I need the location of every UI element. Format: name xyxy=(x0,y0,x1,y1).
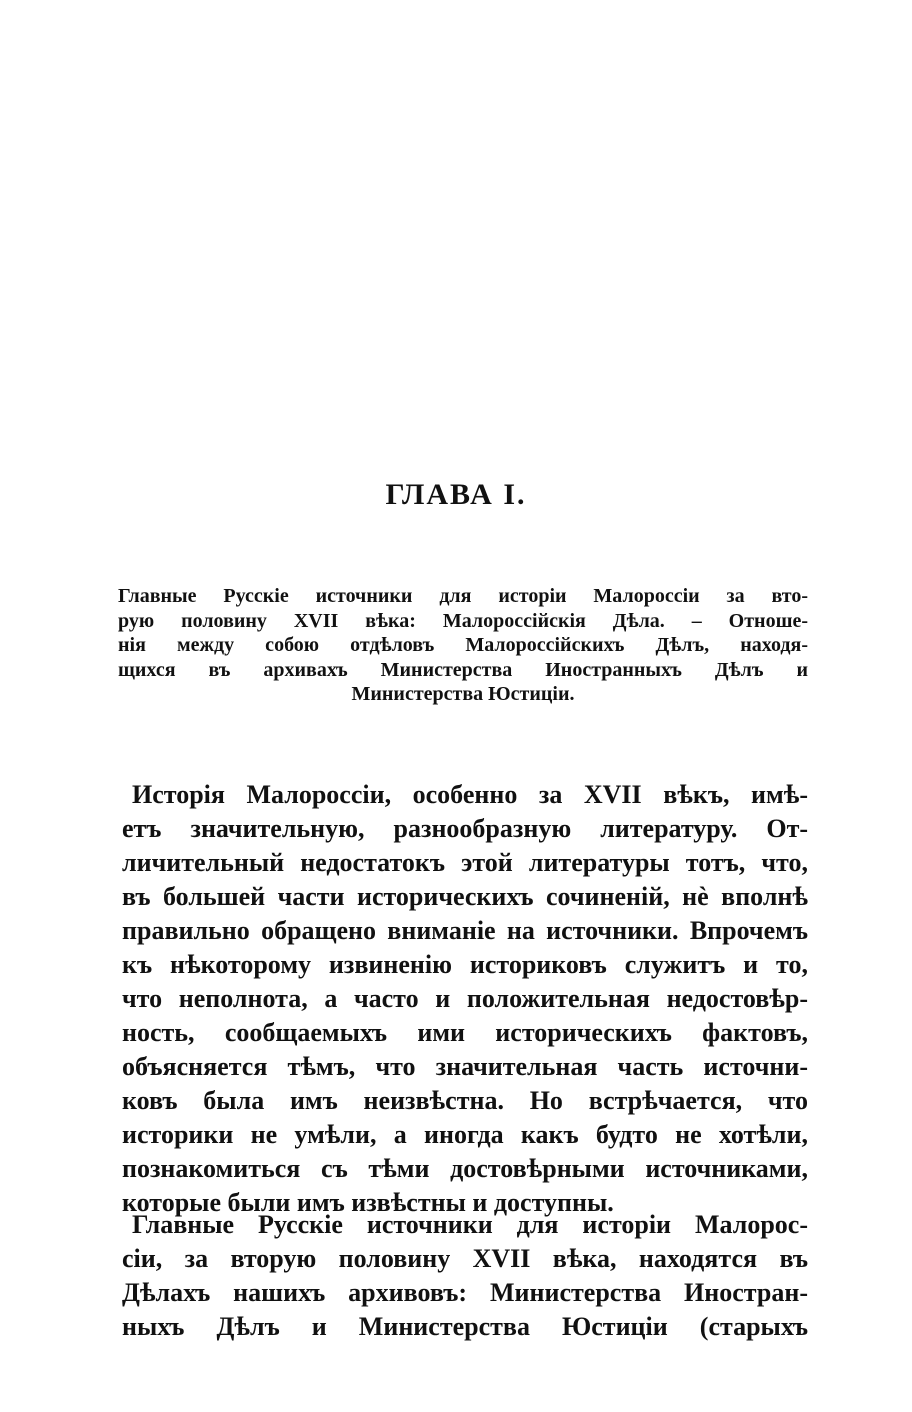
text-line: ность, сообщаемыхъ ими историческихъ фактовъ, xyxy=(122,1018,808,1047)
chapter-summary xyxy=(118,584,808,707)
text-line: ныхъ Дѣлъ и Министерства Юстиціи (старыхъ xyxy=(122,1312,808,1341)
summary-line: рую половину XVII вѣка: Малороссійскія Дѣла. – Отноше- xyxy=(118,609,808,632)
text-line: въ большей части историческихъ сочиненій, нѐ вполнѣ xyxy=(122,882,808,911)
text-line: Главные Русскіе источники для исторіи Малорос- xyxy=(132,1210,808,1239)
text-line: личительный недостатокъ этой литературы тотъ, что, xyxy=(122,848,808,877)
text-line: Дѣлахъ нашихъ архивовъ: Министерства Иностран- xyxy=(122,1278,808,1307)
summary-line: Главные Русскіе источники для исторіи Малороссіи за вто- xyxy=(118,585,808,607)
text-line: познакомиться съ тѣми достовѣрными источниками, xyxy=(122,1154,808,1183)
text-line: Исторія Малороссіи, особенно за XVII вѣкъ, имѣ- xyxy=(132,780,808,809)
paragraph-2 xyxy=(122,1208,808,1344)
paragraph-1 xyxy=(122,778,808,1220)
summary-line: Министерства Юстиціи. xyxy=(351,683,575,705)
text-line: сіи, за вторую половину XVII вѣка, находятся въ xyxy=(122,1244,808,1273)
text-line: къ нѣкоторому извиненію историковъ служитъ и то, xyxy=(122,950,808,979)
text-line: что неполнота, а часто и положительная недостовѣр- xyxy=(122,984,808,1013)
text-line: которые были имъ извѣстны и доступны. xyxy=(122,1188,614,1217)
summary-line: щихся въ архивахъ Министерства Иностранныхъ Дѣлъ и xyxy=(118,658,808,681)
summary-line: нія между собою отдѣловъ Малороссійскихъ Дѣлъ, находя- xyxy=(118,634,808,656)
text-line: ковъ была имъ неизвѣстна. Но встрѣчается, что xyxy=(122,1086,808,1115)
chapter-heading: ГЛАВА I. xyxy=(385,478,527,511)
text-line: объясняется тѣмъ, что значительная часть источни- xyxy=(122,1052,808,1081)
text-line: правильно обращено вниманіе на источники. Впрочемъ xyxy=(122,916,808,945)
text-line: етъ значительную, разнообразную литературу. От- xyxy=(122,814,808,843)
text-line: историки не умѣли, а иногда какъ будто не хотѣли, xyxy=(122,1120,808,1149)
